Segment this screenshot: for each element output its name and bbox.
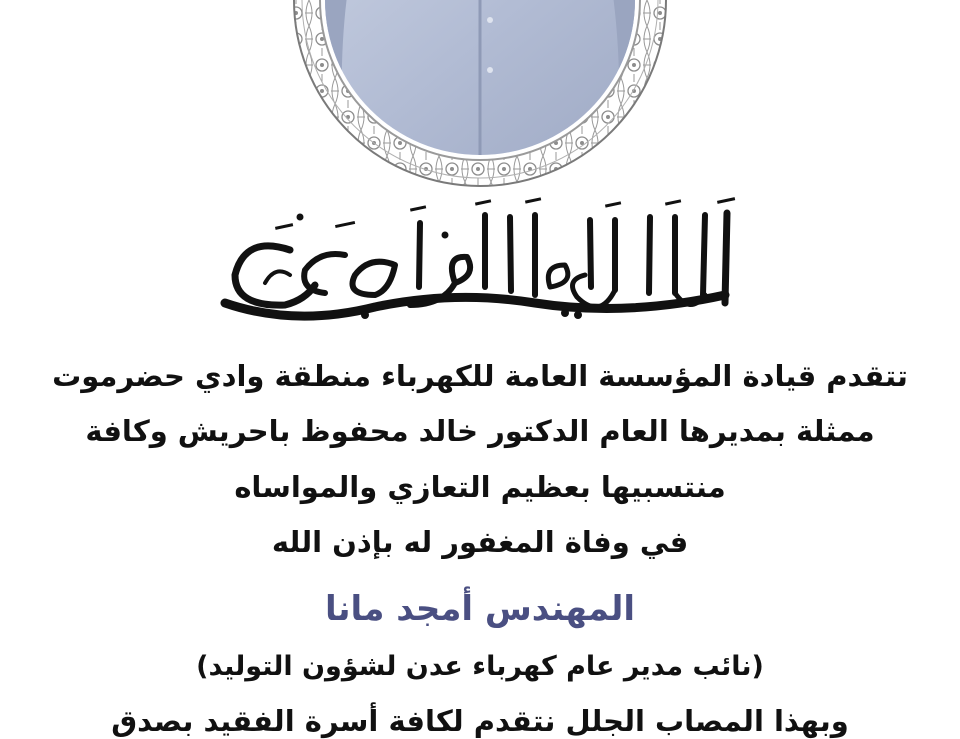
text-line-cut: وبهذا المصاب الجلل نتقدم لكافة أسرة الفقيد بصدق [111,704,849,738]
text-line-3: منتسبيها بعظيم التعازي والمواساه [234,470,726,504]
text-line-1: تتقدم قيادة المؤسسة العامة للكهرباء منطقة وادي حضرموت [52,359,908,393]
text-line-2: ممثلة بمديرها العام الدكتور خالد محفوظ باحريش وكافة [85,414,875,448]
text-line-4: في وفاة المغفور له بإذن الله [271,525,689,559]
deceased-name: المهندس أمجد مانا [325,589,635,629]
deceased-role: (نائب مدير عام كهرباء عدن لشؤون التوليد) [196,651,764,682]
condolence-text [40,0,920,738]
